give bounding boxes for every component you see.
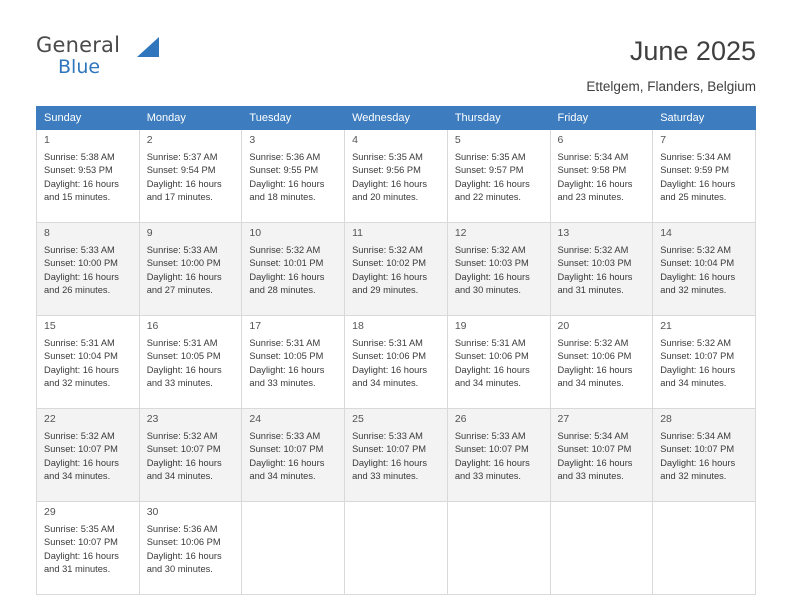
day-detail-line: Sunrise: 5:32 AM [557,338,629,348]
weekday-header-monday: Monday [139,107,242,130]
calendar-week-row [37,130,756,223]
calendar-day-cell[interactable] [653,316,756,409]
day-detail-line: Sunset: 10:00 PM [146,258,221,269]
day-detail-line: Sunset: 10:02 PM [352,258,427,269]
day-detail-line: Daylight: 16 hours [146,550,222,561]
day-detail-line: Sunrise: 5:32 AM [249,245,321,255]
day-detail-line: Sunset: 9:55 PM [249,165,319,176]
day-details [551,333,653,391]
day-detail-line: Sunset: 9:58 PM [557,165,627,176]
day-number: 1 [44,134,50,146]
weekday-header-tuesday: Tuesday [242,107,345,130]
day-details [37,519,139,577]
calendar-day-cell[interactable] [37,316,140,409]
day-details [140,519,242,577]
day-detail-line: Sunrise: 5:34 AM [557,152,629,162]
day-detail-line: and 33 minutes. [557,471,624,482]
calendar-day-cell[interactable] [345,130,448,223]
day-detail-line: and 17 minutes. [146,192,213,203]
day-detail-line: and 28 minutes. [249,285,316,296]
day-detail-line: Sunset: 10:07 PM [249,444,324,455]
day-detail-line: Sunset: 10:07 PM [146,444,221,455]
day-detail-line: Sunset: 10:04 PM [44,351,118,362]
calendar-day-cell[interactable] [550,316,653,409]
day-details [345,333,447,391]
day-number: 23 [146,413,159,425]
day-detail-line: Daylight: 16 hours [557,271,633,282]
day-detail-line: Sunset: 10:07 PM [44,444,118,455]
day-detail-line: Sunset: 9:56 PM [352,165,421,176]
day-detail-line: Sunrise: 5:33 AM [44,245,115,255]
day-detail-line: Sunrise: 5:32 AM [352,245,423,255]
day-detail-line: Sunrise: 5:33 AM [146,245,218,255]
day-detail-line: Sunset: 9:57 PM [454,165,524,176]
page-header [0,0,792,100]
calendar-day-cell[interactable] [345,316,448,409]
day-detail-line: Sunset: 10:07 PM [660,444,735,455]
day-detail-line: Daylight: 16 hours [660,178,736,189]
day-detail-line: and 29 minutes. [352,285,419,296]
logo-blue-text: Blue [58,56,101,78]
day-detail-line: Daylight: 16 hours [660,271,736,282]
day-details [551,240,653,298]
day-details [653,426,755,484]
calendar-day-cell[interactable] [550,130,653,223]
day-detail-line: Sunset: 10:05 PM [146,351,221,362]
day-detail-line: and 34 minutes. [146,471,213,482]
day-detail-line: Daylight: 16 hours [454,364,530,375]
day-details [551,426,653,484]
calendar-day-cell[interactable] [242,223,345,316]
day-number: 17 [249,320,262,332]
day-number: 25 [352,413,364,425]
day-detail-line: Sunrise: 5:32 AM [557,245,629,255]
day-details [140,426,242,484]
day-detail-line: Daylight: 16 hours [146,364,222,375]
day-details [653,333,755,391]
calendar-day-cell[interactable] [37,502,140,595]
day-number: 13 [557,227,570,239]
day-detail-line: Daylight: 16 hours [454,178,530,189]
day-detail-line: Sunrise: 5:38 AM [44,152,115,162]
calendar-body [37,130,756,595]
day-detail-line: Sunrise: 5:31 AM [352,338,423,348]
calendar-day-cell[interactable] [37,130,140,223]
day-detail-line: Sunset: 10:01 PM [249,258,324,269]
day-detail-line: Sunset: 10:07 PM [660,351,735,362]
calendar-day-cell[interactable] [345,223,448,316]
day-details [140,333,242,391]
day-number: 29 [44,506,56,518]
day-detail-line: Daylight: 16 hours [249,271,325,282]
day-details [37,333,139,391]
day-detail-line: and 31 minutes. [557,285,624,296]
day-detail-line: and 32 minutes. [660,471,727,482]
day-detail-line: Sunrise: 5:31 AM [44,338,115,348]
day-details [37,147,139,205]
day-detail-line: and 34 minutes. [44,471,111,482]
day-detail-line: Sunrise: 5:31 AM [146,338,218,348]
day-details [140,147,242,205]
calendar-day-cell[interactable] [242,130,345,223]
day-number: 8 [44,227,50,239]
day-detail-line: Sunset: 10:07 PM [44,537,118,548]
calendar-day-cell[interactable] [139,223,242,316]
day-details [448,147,550,205]
day-detail-line: Sunset: 10:00 PM [44,258,118,269]
day-detail-line: Daylight: 16 hours [249,457,325,468]
calendar-week-row [37,502,756,595]
day-detail-line: Daylight: 16 hours [146,457,222,468]
day-number: 10 [249,227,262,239]
day-details [551,147,653,205]
day-detail-line: Daylight: 16 hours [557,178,633,189]
day-detail-line: Daylight: 16 hours [44,457,119,468]
day-detail-line: Sunrise: 5:32 AM [454,245,526,255]
weekday-header-thursday: Thursday [447,107,550,130]
day-details [345,426,447,484]
calendar-day-cell[interactable] [550,223,653,316]
day-detail-line: Sunrise: 5:32 AM [146,431,218,441]
day-detail-line: and 34 minutes. [660,378,727,389]
day-number: 19 [454,320,467,332]
day-detail-line: Sunset: 10:05 PM [249,351,324,362]
weekday-header-friday: Friday [550,107,653,130]
day-detail-line: Sunrise: 5:36 AM [249,152,321,162]
logo-general-text: General [36,33,121,57]
day-detail-line: Sunset: 10:04 PM [660,258,735,269]
weekday-header-sunday: Sunday [37,107,140,130]
day-details [345,147,447,205]
day-detail-line: Sunrise: 5:32 AM [660,245,732,255]
calendar-day-cell[interactable] [37,409,140,502]
day-detail-line: Daylight: 16 hours [454,271,530,282]
day-detail-line: and 33 minutes. [454,471,521,482]
day-number: 6 [557,134,564,146]
calendar-week-row [37,316,756,409]
day-number: 9 [146,227,153,239]
day-detail-line: Sunset: 10:07 PM [557,444,632,455]
calendar-week-row [37,223,756,316]
day-details [140,240,242,298]
calendar-day-cell[interactable] [550,409,653,502]
day-details [448,333,550,391]
day-detail-line: Sunset: 10:07 PM [454,444,529,455]
day-details [448,240,550,298]
day-number: 15 [44,320,56,332]
day-number: 5 [454,134,461,146]
page-subtitle: Ettelgem, Flanders, Belgium [586,79,756,94]
day-detail-line: Daylight: 16 hours [352,178,428,189]
day-detail-line: and 33 minutes. [146,378,213,389]
day-details [242,147,344,205]
day-detail-line: and 34 minutes. [352,378,419,389]
day-detail-line: Sunrise: 5:33 AM [352,431,423,441]
day-detail-line: and 34 minutes. [557,378,624,389]
day-number: 7 [660,134,667,146]
weekday-header-saturday: Saturday [653,107,756,130]
calendar-day-cell[interactable] [139,316,242,409]
day-detail-line: and 30 minutes. [454,285,521,296]
day-detail-line: and 33 minutes. [352,471,419,482]
day-detail-line: Daylight: 16 hours [352,457,428,468]
day-number: 3 [249,134,256,146]
day-detail-line: Daylight: 16 hours [352,271,428,282]
day-detail-line: and 34 minutes. [249,471,316,482]
day-detail-line: Sunrise: 5:31 AM [454,338,526,348]
day-detail-line: and 32 minutes. [44,378,111,389]
day-number: 30 [146,506,159,518]
day-detail-line: Daylight: 16 hours [146,178,222,189]
day-detail-line: Sunrise: 5:33 AM [454,431,526,441]
day-detail-line: Daylight: 16 hours [146,271,222,282]
day-detail-line: Sunrise: 5:31 AM [249,338,321,348]
calendar-day-cell[interactable] [447,409,550,502]
day-detail-line: Daylight: 16 hours [454,457,530,468]
day-detail-line: Sunset: 10:06 PM [454,351,529,362]
day-detail-line: Daylight: 16 hours [557,364,633,375]
day-detail-line: Sunset: 9:53 PM [44,165,113,176]
day-number: 27 [557,413,570,425]
day-detail-line: Sunrise: 5:34 AM [660,431,732,441]
day-details [37,240,139,298]
day-detail-line: Sunset: 9:59 PM [660,165,729,176]
calendar-day-cell[interactable] [139,130,242,223]
day-number: 28 [660,413,672,425]
calendar-day-cell[interactable] [447,130,550,223]
day-detail-line: and 34 minutes. [454,378,521,389]
calendar-day-cell[interactable] [447,223,550,316]
day-detail-line: and 23 minutes. [557,192,624,203]
day-detail-line: Daylight: 16 hours [44,550,119,561]
day-detail-line: Sunrise: 5:36 AM [146,524,218,534]
day-detail-line: Daylight: 16 hours [44,271,119,282]
day-detail-line: and 33 minutes. [249,378,316,389]
calendar-table [36,106,756,595]
calendar-day-cell[interactable] [139,409,242,502]
day-detail-line: Sunset: 9:54 PM [146,165,216,176]
calendar-day-cell[interactable] [242,409,345,502]
calendar-day-cell-empty [550,502,653,595]
day-detail-line: Sunrise: 5:35 AM [454,152,526,162]
day-detail-line: Sunset: 10:03 PM [557,258,632,269]
calendar-day-cell[interactable] [653,223,756,316]
day-detail-line: Sunrise: 5:33 AM [249,431,321,441]
day-detail-line: Daylight: 16 hours [44,178,119,189]
day-number: 16 [146,320,159,332]
day-details [242,333,344,391]
calendar-day-cell[interactable] [139,502,242,595]
day-number: 24 [249,413,262,425]
day-detail-line: Sunrise: 5:34 AM [660,152,732,162]
flag-icon [137,37,159,57]
day-detail-line: and 31 minutes. [44,564,111,575]
day-details [37,426,139,484]
day-detail-line: Sunrise: 5:35 AM [352,152,423,162]
day-detail-line: Daylight: 16 hours [352,364,428,375]
day-details [448,426,550,484]
calendar-day-cell-empty [653,502,756,595]
day-number: 12 [454,227,467,239]
day-detail-line: and 25 minutes. [660,192,727,203]
logo[interactable] [36,34,176,80]
day-number: 14 [660,227,672,239]
day-detail-line: Sunrise: 5:35 AM [44,524,115,534]
calendar-day-cell[interactable] [242,316,345,409]
day-details [242,240,344,298]
day-detail-line: and 22 minutes. [454,192,521,203]
day-detail-line: Sunset: 10:06 PM [146,537,221,548]
day-detail-line: Sunrise: 5:32 AM [660,338,732,348]
calendar-day-cell-empty [447,502,550,595]
day-detail-line: Sunset: 10:06 PM [557,351,632,362]
calendar-day-cell-empty [345,502,448,595]
day-details [653,147,755,205]
calendar-day-cell[interactable] [37,223,140,316]
calendar-day-cell[interactable] [653,130,756,223]
day-number: 20 [557,320,570,332]
page-title: June 2025 [629,36,756,66]
day-detail-line: Daylight: 16 hours [44,364,119,375]
day-detail-line: and 27 minutes. [146,285,213,296]
day-details [653,240,755,298]
calendar-day-cell[interactable] [345,409,448,502]
day-detail-line: Sunset: 10:06 PM [352,351,427,362]
day-detail-line: and 32 minutes. [660,285,727,296]
day-detail-line: and 20 minutes. [352,192,419,203]
calendar-header-row [37,107,756,130]
day-detail-line: Sunset: 10:07 PM [352,444,427,455]
day-detail-line: Daylight: 16 hours [249,364,325,375]
day-details [345,240,447,298]
day-detail-line: Daylight: 16 hours [660,457,736,468]
calendar-week-row [37,409,756,502]
calendar-day-cell[interactable] [653,409,756,502]
day-detail-line: and 18 minutes. [249,192,316,203]
day-number: 4 [352,134,358,146]
day-number: 26 [454,413,467,425]
day-detail-line: Sunrise: 5:34 AM [557,431,629,441]
day-number: 21 [660,320,672,332]
day-detail-line: and 15 minutes. [44,192,111,203]
day-detail-line: Sunrise: 5:32 AM [44,431,115,441]
calendar-day-cell-empty [242,502,345,595]
day-detail-line: Daylight: 16 hours [557,457,633,468]
day-detail-line: Daylight: 16 hours [660,364,736,375]
day-detail-line: and 30 minutes. [146,564,213,575]
day-detail-line: Sunset: 10:03 PM [454,258,529,269]
day-number: 18 [352,320,364,332]
weekday-header-wednesday: Wednesday [345,107,448,130]
day-detail-line: and 26 minutes. [44,285,111,296]
day-detail-line: Daylight: 16 hours [249,178,325,189]
day-detail-line: Sunrise: 5:37 AM [146,152,218,162]
day-number: 22 [44,413,56,425]
day-details [242,426,344,484]
day-number: 11 [352,227,364,239]
day-number: 2 [146,134,153,146]
calendar-day-cell[interactable] [447,316,550,409]
